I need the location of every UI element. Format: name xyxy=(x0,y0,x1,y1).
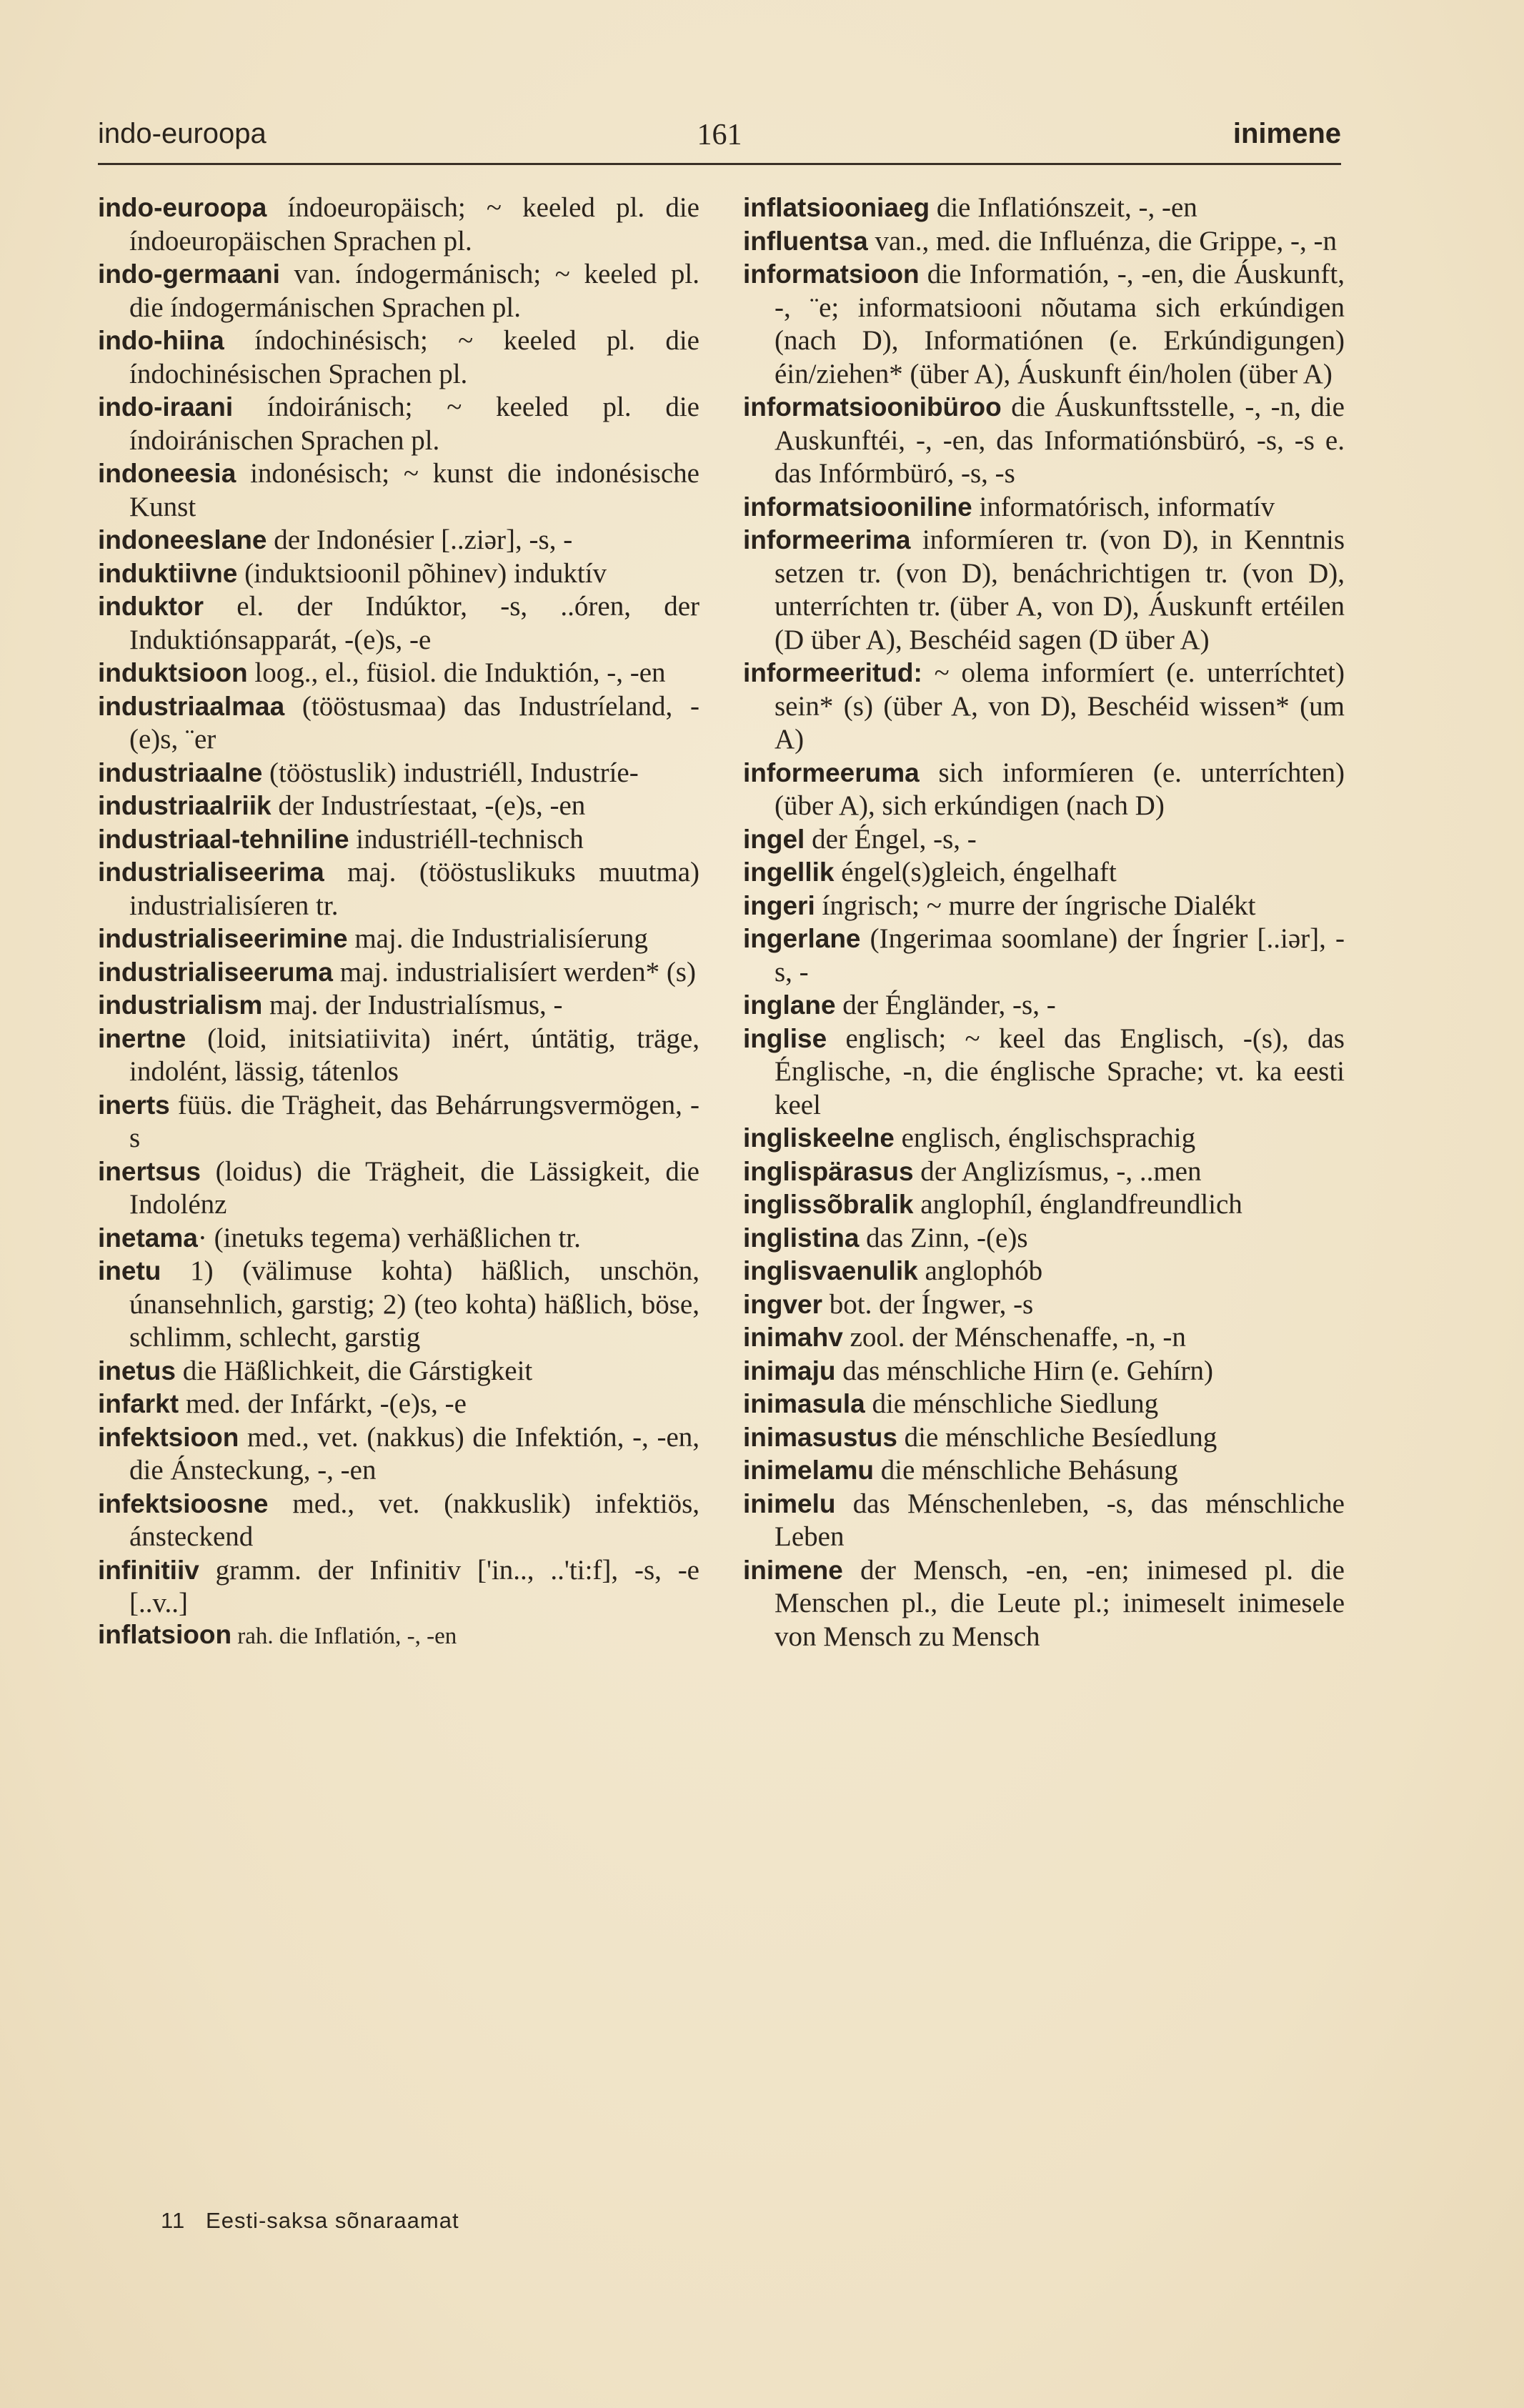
dictionary-entry xyxy=(98,1355,699,1388)
entry-headword: inerts xyxy=(98,1090,170,1120)
entry-headword: indoneesia xyxy=(98,459,236,488)
dictionary-entry xyxy=(743,1421,1345,1455)
header-left-headword: indo-euroopa xyxy=(98,118,267,149)
entry-headword: informatsiooniline xyxy=(743,492,972,522)
entry-headword: industrialiseeruma xyxy=(98,957,334,987)
entry-headword: indo-germaani xyxy=(98,259,280,289)
dictionary-entry xyxy=(743,823,1345,857)
entry-definition: die Häßlichkeit, die Gárstigkeit xyxy=(175,1355,533,1386)
entry-definition: der Mensch, -en, -en; inimesed pl. die Menschen pl., die Leute pl.; inimeselt inimesele von Mensch zu Mensch xyxy=(775,1554,1345,1652)
dictionary-entry xyxy=(98,1621,699,1651)
entry-definition: (Ingerimaa soomlane) der Íngrier [..iər], -s, - xyxy=(775,923,1345,987)
entry-definition: indonésisch; ~ kunst die indonésische Kunst xyxy=(129,458,699,522)
entry-definition: (tööstusmaa) das Industríeland, -(e)s, ¨er xyxy=(129,690,699,755)
entry-headword: indo-iraani xyxy=(98,392,234,422)
dictionary-entry xyxy=(98,657,699,690)
entry-headword: informeeritud: xyxy=(743,658,922,687)
dictionary-entry xyxy=(743,191,1345,225)
entry-headword: inertne xyxy=(98,1023,186,1053)
header-right-headword: inimene xyxy=(1232,118,1341,149)
dictionary-entry xyxy=(743,657,1345,757)
entry-definition: das Zinn, -(e)s xyxy=(859,1222,1028,1253)
entry-headword: ingel xyxy=(743,824,805,854)
footer-signature: 11 xyxy=(161,2208,186,2233)
entry-definition: das Ménschenleben, -s, das ménschliche Leben xyxy=(775,1488,1345,1552)
dictionary-entry xyxy=(98,457,699,524)
entry-headword: inimasula xyxy=(743,1389,865,1418)
entry-headword: inimahv xyxy=(743,1323,843,1352)
entry-definition: sich informíeren (e. unterríchten) (über A), sich erkúndigen (nach D) xyxy=(775,757,1345,821)
entry-definition: loog., el., füsiol. die Induktión, -, -en xyxy=(247,657,666,688)
dictionary-entry xyxy=(743,258,1345,391)
entry-headword: induktiivne xyxy=(98,558,238,588)
dictionary-entry xyxy=(98,557,699,591)
entry-definition: bot. der Íngwer, -s xyxy=(822,1288,1034,1320)
dictionary-entry xyxy=(98,324,699,391)
dictionary-entry xyxy=(743,1023,1345,1123)
entry-definition: íngrisch; ~ murre der íngrische Dialékt xyxy=(815,890,1256,921)
dictionary-entry xyxy=(98,856,699,922)
entry-definition: (loid, initsiatiivita) inért, úntätig, träge, indolént, lässig, tátenlos xyxy=(129,1023,699,1087)
dictionary-entry xyxy=(98,790,699,823)
entry-headword: indoneeslane xyxy=(98,525,267,554)
dictionary-entry xyxy=(743,1454,1345,1488)
dictionary-entry xyxy=(743,1488,1345,1554)
dictionary-entry xyxy=(743,1554,1345,1654)
dictionary-entry xyxy=(743,890,1345,923)
entry-definition: füüs. die Trägheit, das Behárrungsvermögen, -s xyxy=(129,1089,699,1153)
dictionary-entry xyxy=(98,823,699,857)
entry-definition: índoiránisch; ~ keeled pl. die índoiránischen Sprachen pl. xyxy=(129,392,699,456)
entry-headword: inimaju xyxy=(743,1355,836,1385)
right-column xyxy=(743,191,1345,1653)
dictionary-entry xyxy=(743,1122,1345,1155)
entry-headword: industriaalmaa xyxy=(98,691,285,721)
entry-headword: informeeruma xyxy=(743,757,920,787)
dictionary-entry xyxy=(743,922,1345,989)
entry-headword: infarkt xyxy=(98,1389,179,1418)
entry-headword: inetu xyxy=(98,1256,161,1285)
entry-definition: índochinésisch; ~ keeled pl. die índochinésischen Sprachen pl. xyxy=(129,325,699,389)
dictionary-entry xyxy=(98,1488,699,1554)
entry-definition: zool. der Ménschenaffe, -n, -n xyxy=(842,1322,1186,1353)
entry-definition: englisch; ~ keel das Englisch, -(s), das Énglische, -n, die énglische Sprache; vt. ka eesti keel xyxy=(775,1023,1345,1120)
entry-headword: inflatsiooniaeg xyxy=(743,193,930,222)
entry-definition: der Éngländer, -s, - xyxy=(835,990,1056,1020)
dictionary-entry xyxy=(98,1089,699,1155)
entry-definition: maj. der Industrialísmus, - xyxy=(262,990,563,1020)
dictionary-entry xyxy=(98,1155,699,1222)
entry-headword: inglane xyxy=(743,990,836,1020)
dictionary-entry xyxy=(743,989,1345,1023)
dictionary-entry xyxy=(98,757,699,790)
dictionary-entry xyxy=(98,524,699,557)
entry-definition: el. der Indúktor, -s, ..óren, der Induktiónsapparát, -(e)s, -e xyxy=(129,591,699,655)
entry-headword: infektsioon xyxy=(98,1422,239,1452)
entry-definition: die ménschliche Siedlung xyxy=(865,1388,1159,1419)
dictionary-entry xyxy=(743,1355,1345,1388)
dictionary-entry xyxy=(98,1421,699,1488)
dictionary-entry xyxy=(743,1255,1345,1288)
entry-definition: informatórisch, informatív xyxy=(972,491,1275,522)
dictionary-entry xyxy=(98,191,699,258)
entry-headword: inglistina xyxy=(743,1223,860,1253)
dictionary-entry xyxy=(743,1321,1345,1355)
entry-definition: die ménschliche Behásung xyxy=(874,1455,1178,1486)
entry-definition: das ménschliche Hirn (e. Gehírn) xyxy=(835,1355,1214,1386)
entry-definition: van., med. die Influénza, die Grippe, -, -n xyxy=(867,225,1338,257)
dictionary-entry xyxy=(98,258,699,324)
entry-definition: der Industríestaat, -(e)s, -en xyxy=(271,790,586,821)
entry-definition: gramm. der Infinitiv ['in.., ..'ti:f], -s, -e [..v..] xyxy=(129,1554,699,1618)
entry-definition: maj. industrialisíert werden* (s) xyxy=(333,956,696,987)
entry-headword: industriaalriik xyxy=(98,791,272,820)
entry-definition: rah. die Inflatión, -, -en xyxy=(231,1623,457,1649)
entry-definition: éngel(s)gleich, éngelhaft xyxy=(834,857,1117,887)
dictionary-entry xyxy=(98,956,699,990)
entry-headword: inglisvaenulik xyxy=(743,1256,918,1285)
dictionary-entry xyxy=(98,1023,699,1089)
dictionary-entry xyxy=(98,1255,699,1355)
entry-headword: ingellik xyxy=(743,857,835,887)
entry-headword: indo-hiina xyxy=(98,326,224,355)
dictionary-entry xyxy=(743,1388,1345,1421)
entry-headword: indo-euroopa xyxy=(98,193,267,222)
entry-definition: maj. (tööstuslikuks muutma) industrialisíeren tr. xyxy=(129,857,699,921)
dictionary-entry xyxy=(743,856,1345,890)
entry-definition: med. der Infárkt, -(e)s, -e xyxy=(179,1388,467,1419)
entry-definition: die ménschliche Besíedlung xyxy=(897,1421,1217,1453)
dictionary-entry xyxy=(98,1554,699,1621)
entry-definition: der Éngel, -s, - xyxy=(805,823,977,855)
entry-headword: inglispärasus xyxy=(743,1156,914,1186)
entry-headword: inimasustus xyxy=(743,1422,897,1452)
dictionary-entry xyxy=(98,590,699,657)
entry-headword: inetus xyxy=(98,1355,176,1385)
dictionary-entry xyxy=(743,1155,1345,1189)
dictionary-entry xyxy=(98,391,699,457)
entry-headword: influentsa xyxy=(743,226,868,256)
entry-headword: industrialiseerimine xyxy=(98,924,348,953)
entry-headword: induktsioon xyxy=(98,658,248,687)
entry-definition: maj. die Industrialisíerung xyxy=(347,923,648,954)
entry-headword: ingerlane xyxy=(743,924,861,953)
entry-definition: índoeuropäisch; ~ keeled pl. die índoeuropäischen Sprachen pl. xyxy=(129,192,699,257)
dictionary-entry xyxy=(98,989,699,1023)
entry-definition: der Indonésier [..ziər], -s, - xyxy=(267,524,573,555)
dictionary-entry xyxy=(743,1288,1345,1322)
entry-definition: die Inflatiónszeit, -, -en xyxy=(930,192,1197,223)
entry-headword: inglissõbralik xyxy=(743,1190,914,1219)
entry-definition: anglophíl, énglandfreundlich xyxy=(913,1189,1242,1220)
entry-definition: anglophób xyxy=(917,1255,1043,1286)
entry-headword: industriaal-tehniline xyxy=(98,824,349,854)
entry-headword: infinitiiv xyxy=(98,1555,199,1585)
page-number: 161 xyxy=(697,119,742,151)
dictionary-entry xyxy=(743,1188,1345,1222)
entry-definition: (loidus) die Trägheit, die Lässigkeit, die Indolénz xyxy=(129,1155,699,1220)
page-footer xyxy=(161,2208,459,2234)
entry-headword: inetama xyxy=(98,1223,198,1253)
dictionary-entry xyxy=(743,225,1345,259)
entry-headword: informatsioonibüroo xyxy=(743,392,1002,422)
entry-headword: inimelamu xyxy=(743,1456,874,1485)
entry-definition: der Anglizísmus, -, ..men xyxy=(913,1155,1202,1187)
entry-definition: ~ olema informíert (e. unterríchtet) sein* (s) (über A, von D), Beschéid wissen* (um A) xyxy=(775,657,1345,755)
entry-definition: med., vet. (nakkuslik) infektiös, ánsteckend xyxy=(129,1488,699,1552)
entry-headword: industriaalne xyxy=(98,757,263,787)
entry-definition: informíeren tr. (von D), in Kenntnis setzen tr. (von D), benáchrichtigen tr. (von D), unterríchten tr. (über A, von D), Áuskunft ertéilen (D über A), Beschéid sagen (D über A) xyxy=(775,524,1345,655)
entry-headword: ingver xyxy=(743,1289,823,1319)
dictionary-entry xyxy=(743,757,1345,823)
entry-definition: die Áuskunftsstelle, -, -n, die Auskunftéi, -, -en, das Informatiónsbüró, -s, -s e. das Infórmbüró, -s, -s xyxy=(775,392,1345,489)
entry-headword: inimelu xyxy=(743,1488,836,1518)
entry-definition: · (inetuks tegema) verhäßlichen tr. xyxy=(197,1222,581,1253)
entry-headword: informatsioon xyxy=(743,259,920,289)
entry-definition: (induktsioonil põhinev) induktív xyxy=(237,557,607,589)
dictionary-entry xyxy=(743,391,1345,491)
entry-headword: inimene xyxy=(743,1555,843,1585)
dictionary-entry xyxy=(98,1388,699,1421)
entry-headword: informeerima xyxy=(743,525,911,554)
left-column xyxy=(98,191,699,1651)
dictionary-entry xyxy=(98,690,699,757)
running-head xyxy=(98,118,1341,161)
entry-headword: induktor xyxy=(98,592,204,621)
entry-definition: van. índogermánisch; ~ keeled pl. die índogermánischen Sprachen pl. xyxy=(129,259,699,323)
dictionary-entry xyxy=(98,922,699,956)
footer-title: Eesti-saksa sõnaraamat xyxy=(206,2208,459,2233)
dictionary-entry xyxy=(98,1222,699,1255)
entry-headword: inertsus xyxy=(98,1156,201,1186)
entry-headword: ingeri xyxy=(743,890,815,920)
entry-headword: industrialism xyxy=(98,990,263,1020)
dictionary-entry xyxy=(743,491,1345,524)
entry-definition: 1) (välimuse kohta) häßlich, unschön, únansehnlich, garstig; 2) (teo kohta) häßlich, böse, schlimm, schlecht, garstig xyxy=(129,1255,699,1353)
entry-definition: die Informatión, -, -en, die Áuskunft, -, ¨e; informatsiooni nõutama sich erkúndigen (nach D), Informatiónen (e. Erkúndigungen) éin/ziehen* (über A), Áuskunft éin/holen (über A) xyxy=(775,259,1345,389)
entry-definition: industriéll-technisch xyxy=(349,823,584,855)
entry-definition: (tööstuslik) industriéll, Industríe- xyxy=(262,757,639,788)
entry-headword: inflatsioon xyxy=(98,1619,232,1649)
dictionary-entry xyxy=(743,524,1345,657)
entry-definition: med., vet. (nakkus) die Infektión, -, -en, die Ánsteckung, -, -en xyxy=(129,1421,699,1486)
entry-headword: infektsioosne xyxy=(98,1488,269,1518)
entry-headword: industrialiseerima xyxy=(98,857,324,887)
header-rule xyxy=(98,163,1341,165)
entry-headword: ingliskeelne xyxy=(743,1123,895,1153)
entry-headword: inglise xyxy=(743,1023,827,1053)
dictionary-entry xyxy=(743,1222,1345,1255)
entry-definition: englisch, énglischsprachig xyxy=(894,1123,1196,1153)
